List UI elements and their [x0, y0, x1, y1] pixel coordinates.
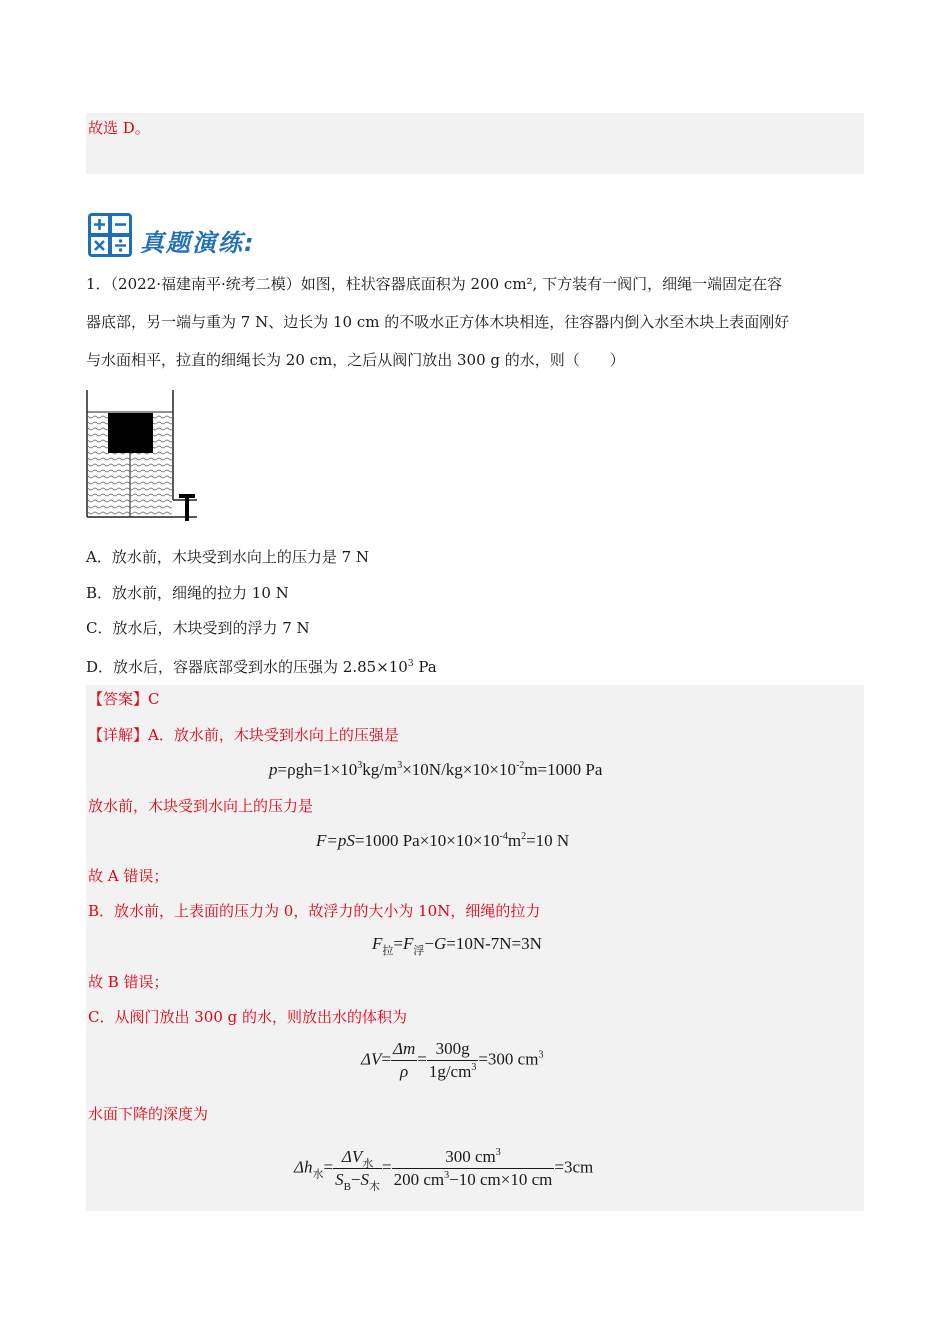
eq1-rest: ×10N/kg×10×10 — [402, 760, 516, 779]
previous-answer-text: 故选 D。 — [88, 119, 150, 137]
eq5-num2 — [392, 1146, 555, 1169]
eq2-exp1: -4 — [499, 831, 508, 842]
eq5-fraction1 — [333, 1146, 382, 1191]
option-a: A．放水前，木块受到水向上的压力是 7 N — [86, 548, 370, 566]
calculator-icon — [87, 212, 133, 258]
option-d-unit: Pa — [413, 658, 437, 676]
equation-tension — [372, 934, 542, 957]
answer-value: C — [148, 690, 160, 708]
option-b: B．放水前，细绳的拉力 10 N — [86, 584, 289, 602]
detail-a-line — [88, 725, 399, 745]
question-line-1: 1．（2022·福建南平·统考二模）如图，柱状容器底面积为 200 cm², 下方装有一阀门，细绳一端固定在容 — [86, 275, 783, 293]
eq4-equals2: = — [417, 1049, 427, 1069]
eq2-mid: =pS — [326, 831, 355, 850]
eq3-sub1: 拉 — [382, 945, 394, 957]
eq4-tail-exp: 3 — [538, 1049, 544, 1061]
eq5-den2-rest: −10 cm×10 cm — [449, 1170, 553, 1189]
eq2-exp2: 2 — [521, 831, 527, 842]
eq3-f2: F — [402, 934, 414, 953]
answer-line — [88, 689, 160, 709]
detail-b-text: B．放水前，上表面的压力为 0，故浮力的大小为 10N，细绳的拉力 — [88, 902, 541, 920]
depth-text: 水面下降的深度为 — [88, 1105, 209, 1123]
eq4-lhs: ΔV — [361, 1049, 382, 1069]
eq2-rest: =1000 Pa×10×10×10 — [354, 831, 500, 850]
eq1-tail: m=1000 Pa — [524, 760, 603, 779]
eq5-tail: =3cm — [554, 1157, 594, 1177]
eq4-den2-exp: 3 — [471, 1062, 477, 1073]
eq5-equals2: = — [382, 1157, 392, 1177]
eq5-den1-a-sub: B — [343, 1181, 351, 1193]
detail-c-text: C．从阀门放出 300 g 的水，则放出水的体积为 — [88, 1008, 408, 1026]
option-d-label: D．放水后，容器底部受到水的压强为 2.85×10 — [86, 658, 408, 676]
eq5-num2-text: 300 cm — [445, 1147, 496, 1166]
detail-tag: 【详解】 — [88, 726, 149, 744]
eq5-num1-text: ΔV — [341, 1147, 363, 1166]
a-wrong-text: 故 A 错误； — [88, 867, 169, 885]
eq5-den2-text: 200 cm — [393, 1170, 445, 1189]
question-line-3: 与水面相平，拉直的细绳长为 20 cm，之后从阀门放出 300 g 的水，则（ ） — [86, 351, 625, 369]
eq4-tail: =300 cm — [478, 1049, 539, 1069]
equation-depth — [294, 1146, 593, 1191]
eq4-den1: ρ — [400, 1062, 409, 1081]
eq5-num1-sub: 水 — [362, 1158, 374, 1170]
previous-answer-box — [86, 113, 864, 174]
eq3-minus: − — [424, 934, 434, 953]
eq1-exp1: 3 — [357, 760, 363, 771]
eq1-lhs: p — [269, 760, 278, 779]
eq5-den1-minus: − — [350, 1170, 361, 1189]
eq4-fraction1 — [391, 1038, 417, 1083]
question-line-2: 器底部，另一端与重为 7 N、边长为 10 cm 的不吸水正方体木块相连，往容器内倒入水至木块上表面刚好 — [86, 313, 790, 331]
eq5-den1 — [333, 1169, 382, 1191]
eq5-den1-a: S — [335, 1170, 344, 1189]
eq2-lhs: F — [316, 831, 327, 850]
option-c: C．放水后，木块受到的浮力 7 N — [86, 619, 310, 637]
eq5-equals1: = — [323, 1157, 334, 1177]
detail-a-text: A．放水前，木块受到水向上的压强是 — [148, 726, 399, 744]
eq3-sub2: 浮 — [413, 945, 425, 957]
eq3-f1: F — [372, 934, 383, 953]
container-figure — [85, 390, 205, 525]
equation-volume — [361, 1038, 543, 1083]
eq2-tail: =10 N — [526, 831, 570, 850]
eq5-num2-exp: 3 — [495, 1147, 501, 1158]
eq5-den2 — [392, 1169, 555, 1191]
eq1-exp3: -2 — [515, 760, 525, 771]
eq3-tail: =10N-7N=3N — [446, 934, 542, 953]
equation-force — [316, 831, 569, 851]
eq5-fraction2 — [392, 1146, 555, 1191]
eq4-fraction2 — [427, 1038, 479, 1083]
eq5-lhs-sub: 水 — [312, 1168, 324, 1181]
section-title: 真题演练: — [140, 229, 256, 257]
eq4-num1: Δm — [391, 1038, 417, 1061]
eq5-num1 — [333, 1146, 382, 1169]
eq4-den2-text: 1g/cm — [428, 1062, 472, 1081]
eq5-den1-b: S — [360, 1170, 370, 1189]
eq1-mid: =ρgh=1×10 — [277, 760, 358, 779]
answer-tag: 【答案】 — [88, 690, 149, 708]
force-text: 放水前，木块受到水向上的压力是 — [88, 797, 314, 815]
eq1-unit: kg/m — [362, 760, 398, 779]
equation-pressure — [269, 760, 602, 780]
eq1-exp2: 3 — [397, 760, 403, 771]
eq4-equals1: = — [381, 1049, 391, 1069]
option-d-exponent: 3 — [407, 659, 414, 669]
eq5-lhs: Δh — [294, 1157, 313, 1177]
eq4-den2 — [427, 1061, 479, 1083]
b-wrong-text: 故 B 错误； — [88, 973, 169, 991]
eq5-den1-b-sub: 木 — [369, 1181, 381, 1193]
eq5-den2-exp: 3 — [444, 1170, 450, 1181]
option-d — [86, 654, 437, 677]
eq4-num2: 300g — [427, 1038, 479, 1061]
eq3-equals: = — [393, 934, 403, 953]
eq2-unit: m — [507, 831, 522, 850]
eq3-g: G — [433, 934, 447, 953]
